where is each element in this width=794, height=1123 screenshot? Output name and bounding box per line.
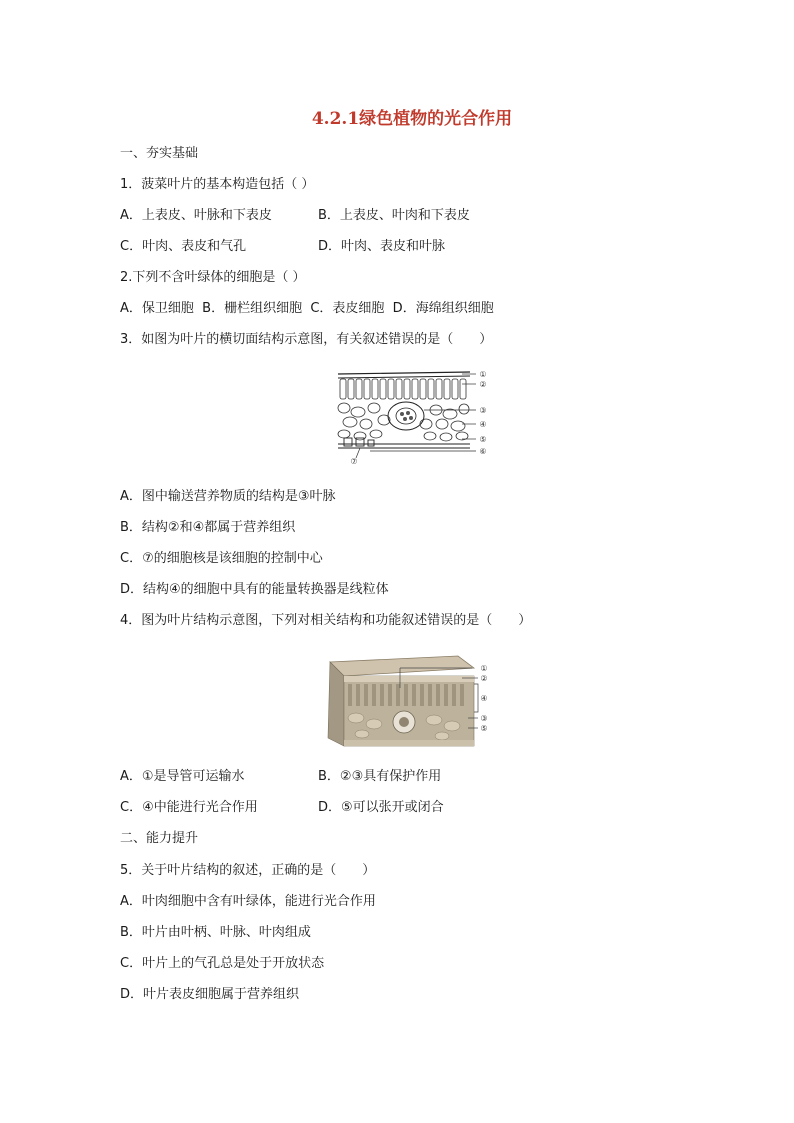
question-3-option-b: B．结构②和④都属于营养组织: [120, 520, 296, 535]
question-2-options: A．保卫细胞 B．栅栏组织细胞 C．表皮细胞 D．海绵组织细胞: [120, 301, 494, 316]
question-4-option-a: A．①是导管可运输水: [120, 769, 245, 784]
question-2-stem: 2.下列不含叶绿体的细胞是（ ）: [120, 270, 306, 285]
question-5-stem: 5．关于叶片结构的叙述，正确的是（ ）: [120, 863, 376, 878]
question-4-option-c: C．④中能进行光合作用: [120, 800, 258, 815]
figure3-label-2: ②: [479, 380, 487, 389]
question-5-option-c: C．叶片上的气孔总是处于开放状态: [120, 956, 325, 971]
figure3-label-1: ①: [479, 370, 487, 379]
question-4-option-d: D．⑤可以张开或闭合: [318, 800, 444, 815]
leaf-cross-section-figure: [330, 364, 490, 468]
figure3-label-3: ③: [479, 406, 487, 415]
leaf-3d-structure-figure: [322, 648, 492, 750]
question-4-stem: 4．图为叶片结构示意图，下列对相关结构和功能叙述错误的是（ ）: [120, 613, 532, 628]
question-5-option-b: B．叶片由叶柄、叶脉、叶肉组成: [120, 925, 311, 940]
question-5-option-d: D．叶片表皮细胞属于营养组织: [120, 987, 300, 1002]
figure4-label-5: ⑤: [480, 724, 488, 733]
figure3-label-5: ⑤: [479, 435, 487, 444]
page-title: 4.2.1绿色植物的光合作用: [311, 109, 513, 129]
figure4-label-2: ②: [480, 674, 488, 683]
question-1-option-d: D．叶肉、表皮和叶脉: [318, 239, 446, 254]
question-1-option-c: C．叶肉、表皮和气孔: [120, 239, 247, 254]
question-5-option-a: A．叶肉细胞中含有叶绿体，能进行光合作用: [120, 894, 376, 909]
section-heading-improvement: 二、能力提升: [120, 831, 199, 846]
question-1-option-b: B．上表皮、叶肉和下表皮: [318, 208, 470, 223]
figure3-label-4: ④: [479, 420, 487, 429]
question-3-option-d: D．结构④的细胞中具有的能量转换器是线粒体: [120, 582, 389, 597]
question-3-option-a: A．图中输送营养物质的结构是③叶脉: [120, 489, 336, 504]
figure3-label-7: ⑦: [350, 457, 358, 466]
question-3-option-c: C．⑦的细胞核是该细胞的控制中心: [120, 551, 323, 566]
figure3-label-6: ⑥: [479, 447, 487, 456]
question-1-option-a: A．上表皮、叶脉和下表皮: [120, 208, 272, 223]
question-1-stem: 1．菠菜叶片的基本构造包括（ ）: [120, 177, 315, 192]
section-heading-basics: 一、夯实基础: [120, 146, 199, 161]
question-4-option-b: B．②③具有保护作用: [318, 769, 442, 784]
figure4-label-3: ③: [480, 714, 488, 723]
question-3-stem: 3．如图为叶片的横切面结构示意图，有关叙述错误的是（ ）: [120, 332, 493, 347]
figure4-label-1: ①: [480, 664, 488, 673]
figure4-label-4: ④: [480, 694, 488, 703]
